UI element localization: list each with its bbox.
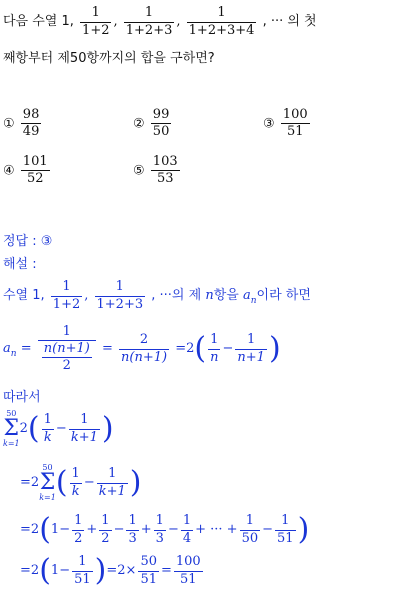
problem-line-2: 째항부터 제50항까지의 합을 구하면?: [3, 51, 215, 66]
sum-line-4: =2(1− $\frac{1}{51}$ )=2× $\frac{50}{51}$ = $\frac{100}{51}$: [20, 553, 201, 588]
problem-term-2: $\frac{1}{1+2+3}$: [125, 5, 173, 38]
choice-value: $\frac{98}{49}$: [22, 107, 40, 140]
final-answer-fraction: $\frac{100}{51}$: [175, 554, 201, 587]
an-fraction-2: $\frac{2}{n(n+1)}$: [121, 332, 168, 365]
sum-line-3: =2(1− $\frac{1}{2}$ + $\frac{1}{2}$ − $\frac{1}{3}$ + $\frac{1}{3}$ − $\frac{1}{4}$ + ··· + $\frac{1}{50}$ − $\frac{1}{51}$ ): [20, 512, 310, 547]
problem-line-1: 다음 수열 1, $\frac{1}{1+2}$ , $\frac{1}{1+2+3}$ , $\frac{1}{1+2+3+4}$ , ··· 의 첫: [3, 5, 317, 38]
an-nested-fraction: $\frac{1}{\frac{n(n+1)}{2}}$: [38, 325, 96, 374]
choice-5[interactable]: [133, 155, 182, 187]
choice-2[interactable]: [133, 108, 173, 140]
sum-line-1: 50 Σ k=1 2( $\frac{1}{k}$ − $\frac{1}{k+1}$ ): [3, 409, 114, 448]
choice-value: $\frac{101}{52}$: [22, 154, 48, 187]
choice-3[interactable]: [263, 108, 312, 140]
sigma-symbol: 50 Σ k=1: [39, 463, 56, 502]
problem-prefix: 다음 수열 1,: [3, 14, 74, 29]
choice-marker: ③: [263, 116, 275, 132]
choice-value: $\frac{100}{51}$: [282, 107, 308, 140]
an-formula: $a_n$ = $\frac{1}{\frac{n(n+1)}{2}}$ = $\frac{2}{n(n+1)}$ =2( $\frac{1}{n}$ − $\frac{1}{n+1}$ ): [3, 323, 281, 374]
solution-intro: 수열 1, $\frac{1}{1+2}$ , $\frac{1}{1+2+3}$ , ···의 제 n항을 $a_n$이라 하면: [3, 279, 311, 312]
sum-line-2: =2 50 Σ k=1 ( $\frac{1}{k}$ − $\frac{1}{k+1}$ ): [20, 463, 142, 502]
choice-value: $\frac{99}{50}$: [152, 107, 170, 140]
choice-marker: ①: [3, 116, 15, 132]
choice-marker: ⑤: [133, 163, 145, 179]
therefore-label: 따라서: [3, 390, 41, 405]
sigma-symbol: 50 Σ k=1: [3, 409, 20, 448]
problem-term-3: $\frac{1}{1+2+3+4}$: [188, 5, 255, 38]
choice-1[interactable]: [3, 108, 43, 140]
choice-marker: ④: [3, 163, 15, 179]
problem-suffix: , ··· 의 첫: [262, 14, 317, 29]
problem-term-1: $\frac{1}{1+2}$: [82, 5, 110, 38]
answer-label: 정답 : ③: [3, 234, 53, 249]
choice-value: $\frac{103}{53}$: [152, 154, 178, 187]
choice-4[interactable]: [3, 155, 52, 187]
intro-term-2: $\frac{1}{1+2+3}$: [96, 279, 144, 312]
intro-term-1: $\frac{1}{1+2}$: [52, 279, 81, 312]
solution-title: 해설 :: [3, 257, 37, 272]
choice-marker: ②: [133, 116, 145, 132]
